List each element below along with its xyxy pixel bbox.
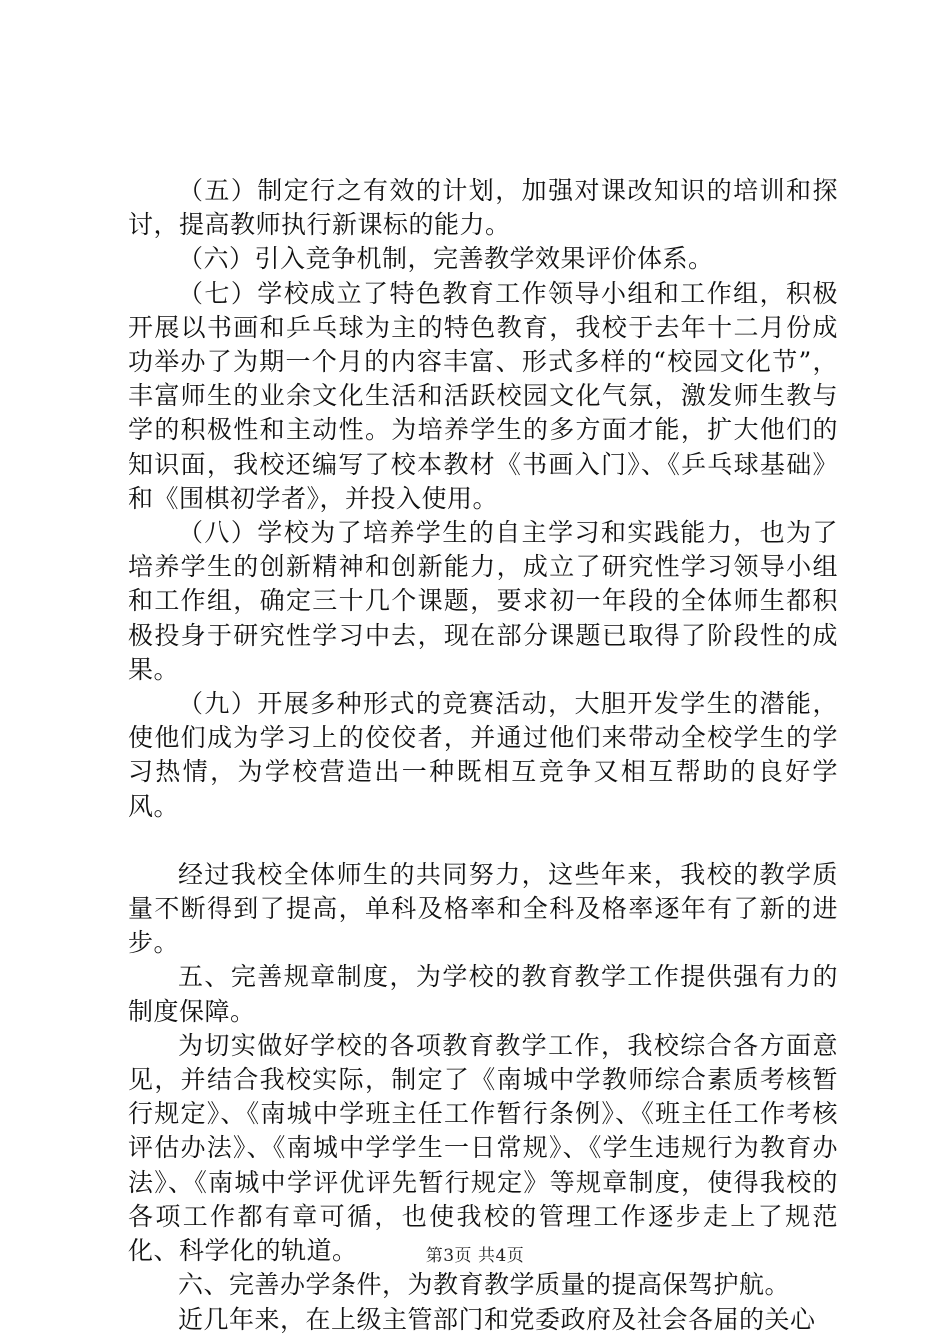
paragraph-item-5: （五）制定行之有效的计划，加强对课改知识的培训和探讨，提高教师执行新课标的能力。 <box>128 176 838 240</box>
section-heading-six: 六、完善办学条件，为教育教学质量的提高保驾护航。 <box>178 1270 791 1300</box>
page-footer: 第3页 共4页 <box>425 1246 525 1266</box>
paragraph-item-8: （八）学校为了培养学生的自主学习和实践能力，也为了培养学生的创新精神和创新能力，成立了研究性学习领导小组和工作组，确定三十几个课题，要求初一年段的全体师生都积极投身于研究性学习中去，现在部分课题已取得了阶段性的成果。 <box>128 518 838 684</box>
paragraph-spacer <box>128 824 838 858</box>
paragraph-summary: 经过我校全体师生的共同努力，这些年来，我校的教学质量不断得到了提高，单科及格率和全科及格率逐年有了新的进步。 <box>128 859 838 958</box>
paragraph-item-9: （九）开展多种形式的竞赛活动，大胆开发学生的潜能，使他们成为学习上的佼佼者，并通过他们来带动全校学生的学习热情，为学校营造出一种既相互竞争又相互帮助的良好学风。 <box>128 689 838 821</box>
paragraph-regulations: 为切实做好学校的各项教育教学工作，我校综合各方面意见，并结合我校实际，制定了《南城中学教师综合素质考核暂行规定》、《南城中学班主任工作暂行条例》、《班主任工作考核评估办法》、《南城中学学生一日常规》、《学生违规行为教育办法》、《南城中学评优评先暂行规定》等规章制度，使得我校的各项工作都有章可循，也使我校的管理工作逐步走上了规范化、科学化的轨道。 <box>128 1030 838 1266</box>
section-heading-five: 五、完善规章制度，为学校的教育教学工作提供强有力的制度保障。 <box>128 962 838 1026</box>
paragraph-item-6: （六）引入竞争机制，完善教学效果评价体系。 <box>178 244 714 274</box>
paragraph-item-7: （七）学校成立了特色教育工作领导小组和工作组，积极开展以书画和乒乓球为主的特色教育，我校于去年十二月份成功举办了为期一个月的内容丰富、形式多样的“校园文化节”，丰富师生的业余文化生活和活跃校园文化气氛，激发师生教与学的积极性和主动性。为培养学生的多方面才能，扩大他们的知识面，我校还编写了校本教材《书画入门》、《乒乓球基础》和《围棋初学者》，并投入使用。 <box>128 278 838 513</box>
document-body <box>128 174 838 1337</box>
paragraph-conditions: 近几年来，在上级主管部门和党委政府及社会各届的关心 <box>178 1304 816 1334</box>
